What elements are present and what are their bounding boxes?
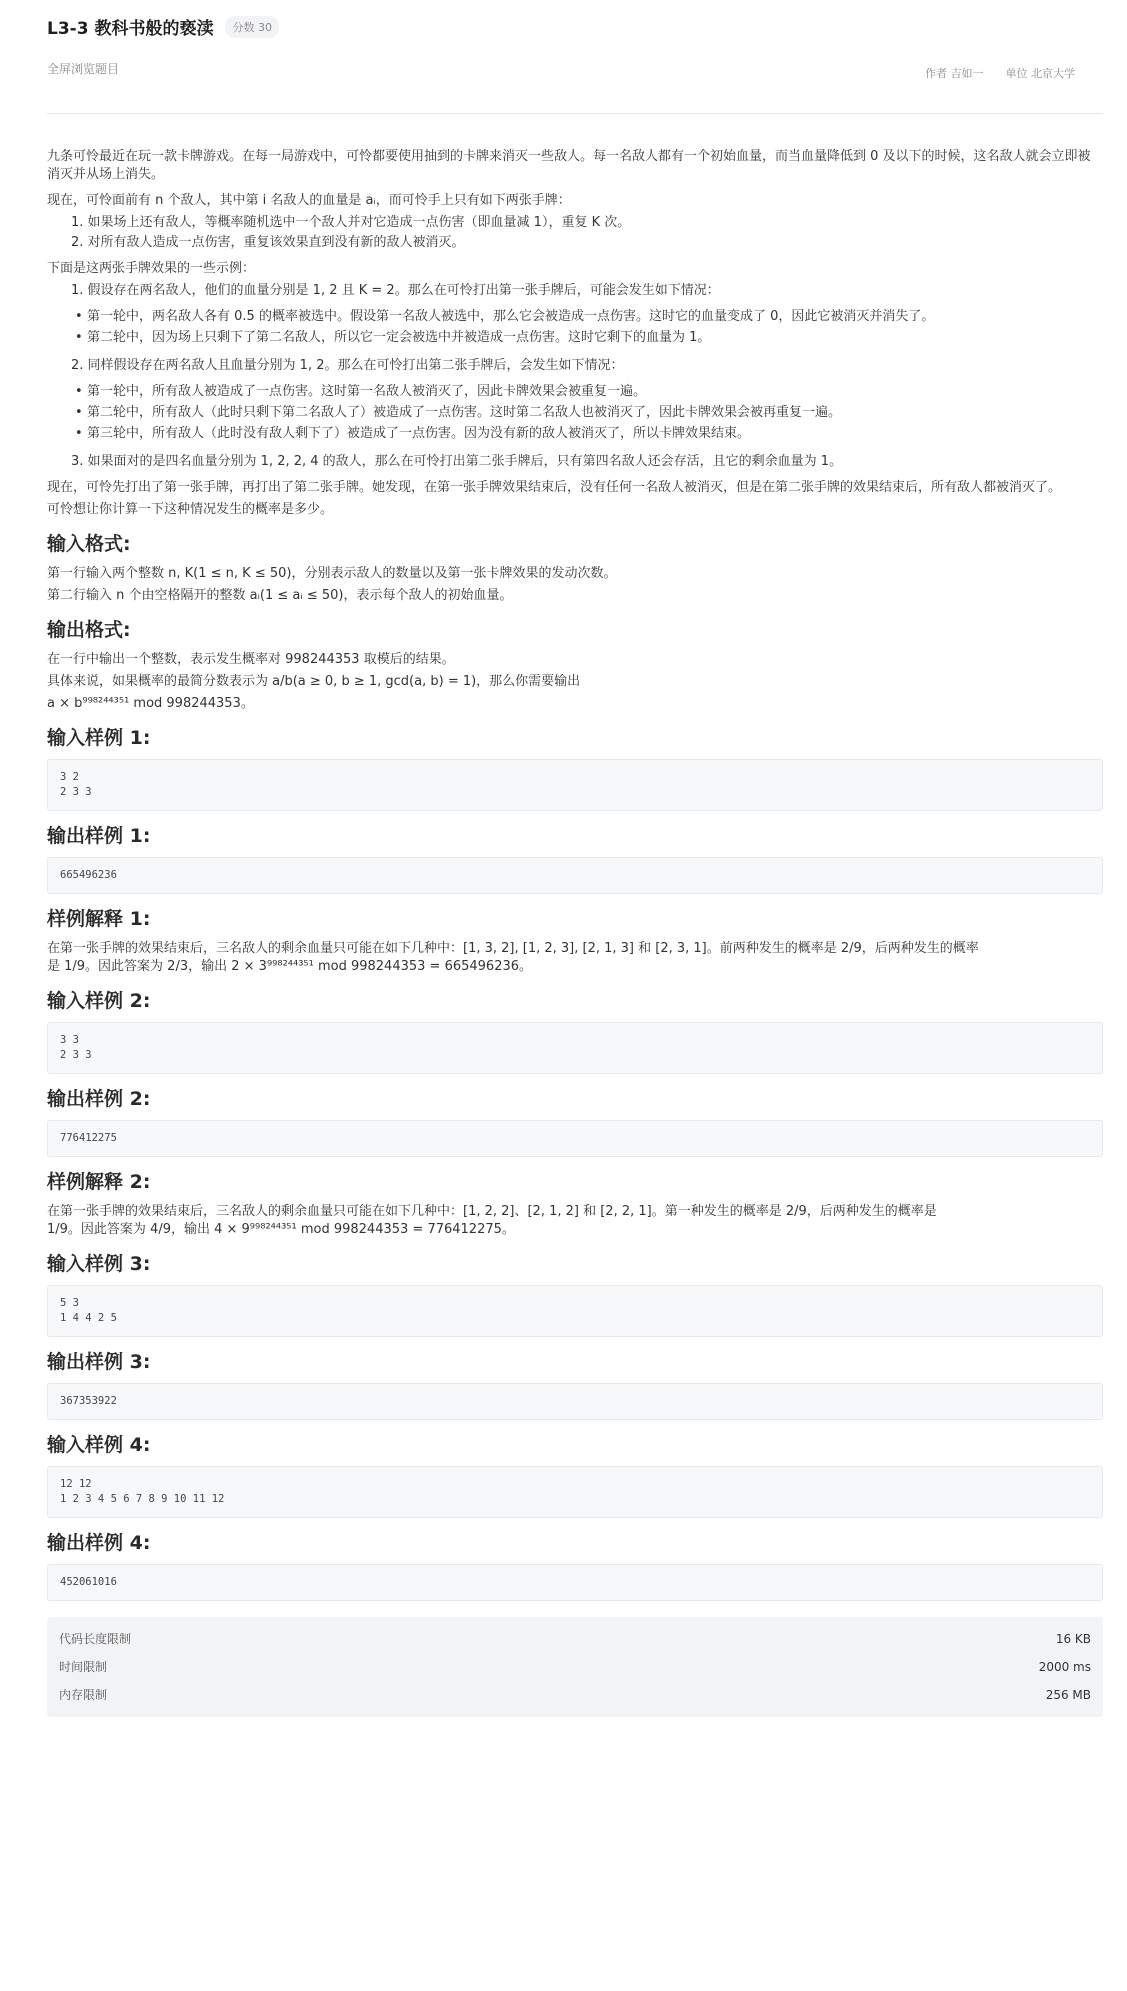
sample-explanation-2 [47,1203,1103,1239]
example1-head-list [47,282,1103,300]
sample-input-1[interactable]: 3 2 2 3 3 [47,759,1103,811]
cards-list [47,214,1103,252]
problem-title: L3-3 教科书般的亵渎 [47,19,214,39]
sample-output-1[interactable]: 665496236 [47,857,1103,894]
examples-intro: 下面是这两张手牌效果的一些示例： [47,261,256,276]
output-format-heading: 输出格式: [47,619,131,641]
example3-list [47,453,1103,471]
sample-output-2-heading: 输出样例 2: [47,1088,151,1110]
limit-label: 时间限制 [59,1660,108,1674]
sample-explanation-2-heading: 样例解释 2: [47,1171,151,1193]
input-format-line: 第一行输入两个整数 n, K(1 ≤ n, K ≤ 50)，分别表示敌人的数量以及第一张卡牌效果的发动次数。 [47,566,617,581]
example2-bullets [47,383,1103,443]
card-item: 2. 对所有敌人造成一点伤害，重复该效果直到没有新的敌人被消灭。 [71,235,465,250]
list-item: • 第一轮中，两名敌人各有 0.5 的概率被选中。假设第一名敌人被选中，那么它会被造成一点伤害。这时它的血量变成了 0，因此它被消灭并消失了。 [47,308,1103,326]
sample-explanation-line: 1/9。因此答案为 4/9，输出 4 × 9⁹⁹⁸²⁴⁴³⁵¹ mod 998244353 = 776412275。 [47,1222,515,1237]
sample-input-2[interactable]: 3 3 2 3 3 [47,1022,1103,1074]
sample-output-1-heading: 输出样例 1: [47,825,151,847]
sample-input-1-heading: 输入样例 1: [47,727,151,749]
input-format-line: 第二行输入 n 个由空格隔开的整数 aᵢ(1 ≤ aᵢ ≤ 50)，表示每个敌人的初始血量。 [47,588,513,603]
output-format-line: 在一行中输出一个整数，表示发生概率对 998244353 取模后的结果。 [47,652,455,667]
limit-value: 16 KB [1055,1632,1091,1646]
sample-output-3-heading: 输出样例 3: [47,1351,151,1373]
limit-row-memory [59,1681,1091,1709]
sample-input-3[interactable]: 5 3 1 4 4 2 5 [47,1285,1103,1337]
header-divider [47,113,1103,114]
list-item: • 第三轮中，所有敌人（此时没有敌人剩下了）被造成了一点伤害。因为没有新的敌人被消灭了，所以卡牌效果结束。 [47,425,1103,443]
output-format-line: 具体来说，如果概率的最简分数表示为 a/b(a ≥ 0, b ≥ 1, gcd(a, b) = 1)，那么你需要输出 [47,674,581,689]
score-badge: 分数 30 [225,16,279,38]
sample-output-4[interactable]: 452061016 [47,1564,1103,1601]
list-item: • 第二轮中，所有敌人（此时只剩下第二名敌人了）被造成了一点伤害。这时第二名敌人也被消灭了，因此卡牌效果会被再重复一遍。 [47,404,1103,422]
sample-output-3[interactable]: 367353922 [47,1383,1103,1420]
limit-row-code-length [59,1625,1091,1653]
statement-situation: 现在，可怜先打出了第一张手牌，再打出了第二张手牌。她发现，在第一张手牌效果结束后，没有任何一名敌人被消灭，但是在第二张手牌的效果结束后，所有敌人都被消灭了。 [47,480,1062,495]
list-item: • 第一轮中，所有敌人被造成了一点伤害。这时第一名敌人被消灭了，因此卡牌效果会被重复一遍。 [47,383,1103,401]
sample-explanation-line: 是 1/9。因此答案为 2/3，输出 2 × 3⁹⁹⁸²⁴⁴³⁵¹ mod 998244353 = 665496236。 [47,959,533,974]
sample-explanation-1 [47,940,1103,976]
sample-output-2[interactable]: 776412275 [47,1120,1103,1157]
example1-bullets [47,308,1103,347]
sample-explanation-line: 在第一张手牌的效果结束后，三名敌人的剩余血量只可能在如下几种中：[1, 3, 2], [1, 2, 3], [2, 1, 3] 和 [2, 3, 1]。前两种发生的概率是 2/9，后两种发生的概率 [47,941,979,956]
output-format-line: a × b⁹⁹⁸²⁴⁴³⁵¹ mod 998244353。 [47,696,254,711]
example3: 3. 如果面对的是四名血量分别为 1, 2, 2, 4 的敌人，那么在可怜打出第二张手牌后，只有第四名敌人还会存活，且它的剩余血量为 1。 [71,454,843,469]
limit-value: 256 MB [1045,1688,1091,1702]
problem-meta [925,65,1075,81]
sample-input-2-heading: 输入样例 2: [47,990,151,1012]
card-item: 1. 如果场上还有敌人，等概率随机选中一个敌人并对它造成一点伤害（即血量减 1），重复 K 次。 [71,215,631,230]
statement-question: 可怜想让你计算一下这种情况发生的概率是多少。 [47,502,334,517]
sample-explanation-1-heading: 样例解释 1: [47,908,151,930]
limit-row-time [59,1653,1091,1681]
example1-head: 1. 假设存在两名敌人，他们的血量分别是 1, 2 且 K = 2。那么在可怜打出第一张手牌后，可能会发生如下情况： [71,283,720,298]
example2-head: 2. 同样假设存在两名敌人且血量分别为 1, 2。那么在可怜打出第二张手牌后，会发生如下情况： [71,358,624,373]
statement-intro: 九条可怜最近在玩一款卡牌游戏。在每一局游戏中，可怜都要使用抽到的卡牌来消灭一些敌人。每一名敌人都有一个初始血量，而当血量降低到 0 及以下的时候，这名敌人就会立即被消灭并从场上消失。 [47,149,1091,182]
sample-explanation-line: 在第一张手牌的效果结束后，三名敌人的剩余血量只可能在如下几种中：[1, 2, 2]、[2, 1, 2] 和 [2, 2, 1]。第一种发生的概率是 2/9，后两种发生的概率是 [47,1204,937,1219]
sample-input-3-heading: 输入样例 3: [47,1253,151,1275]
limit-label: 内存限制 [59,1688,108,1702]
unit-label: 单位 北京大学 [1005,67,1075,80]
author-label: 作者 吉如一 [925,67,984,80]
example2-head-list [47,357,1103,375]
statement-setup: 现在，可怜面前有 n 个敌人，其中第 i 名敌人的血量是 aᵢ，而可怜手上只有如下两张手牌： [47,193,571,208]
list-item: • 第二轮中，因为场上只剩下了第二名敌人，所以它一定会被选中并被造成一点伤害。这时它剩下的血量为 1。 [47,329,1103,347]
sample-input-4[interactable]: 12 12 1 2 3 4 5 6 7 8 9 10 11 12 [47,1466,1103,1518]
sample-output-4-heading: 输出样例 4: [47,1532,151,1554]
problem-content [47,148,1103,1717]
fullscreen-link[interactable]: 全屏浏览题目 [47,62,120,76]
sample-input-4-heading: 输入样例 4: [47,1434,151,1456]
title-row [47,14,279,39]
input-format-heading: 输入格式: [47,533,131,555]
limit-label: 代码长度限制 [59,1632,132,1646]
limits-panel [47,1617,1103,1717]
limit-value: 2000 ms [1038,1660,1091,1674]
